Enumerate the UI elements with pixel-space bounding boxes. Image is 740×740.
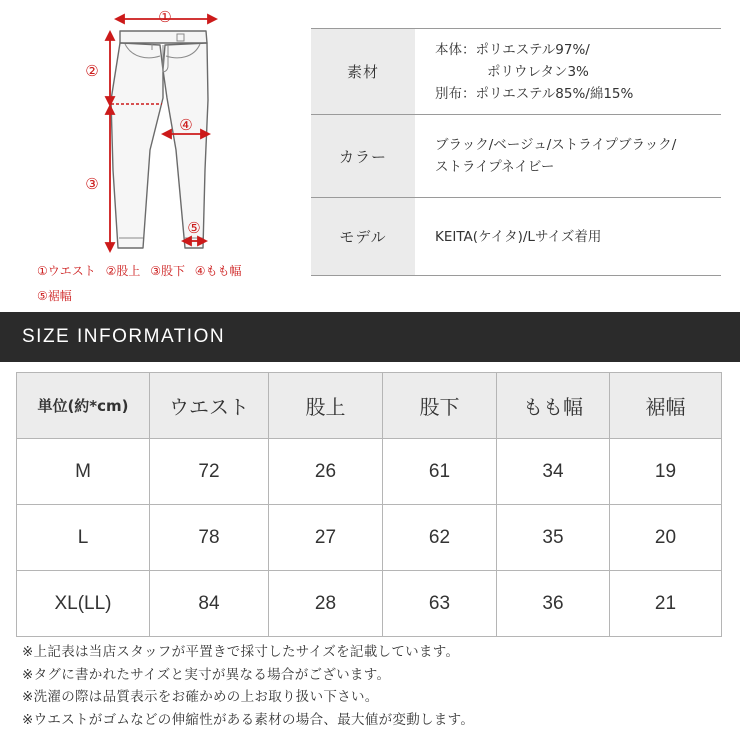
cell-hem: 21 [610,571,722,637]
info-row-material [311,29,721,115]
diagram-legend-row-1 [37,262,248,279]
marker-1: ① [158,8,172,26]
cell-rise: 26 [269,439,383,505]
material-line-3: 別布：ポリエステル85%/綿15% [435,85,634,102]
size-label: M [17,439,150,505]
info-row-color [311,115,721,198]
info-label-model: モデル [311,198,415,275]
size-table [16,372,722,637]
marker-3: ③ [85,175,99,193]
note-line: ※タグに書かれたサイズと実寸が異なる場合がございます。 [22,666,391,683]
size-label: L [17,505,150,571]
cell-rise: 28 [269,571,383,637]
cell-rise: 27 [269,505,383,571]
cell-hem: 19 [610,439,722,505]
size-label: XL(LL) [17,571,150,637]
cell-thigh: 36 [497,571,610,637]
size-notes [22,641,474,731]
info-value-model [415,198,721,275]
material-line-2: ポリウレタン3% [487,63,589,80]
size-information-banner: SIZE INFORMATION [0,312,740,362]
header-inseam: 股下 [383,373,497,439]
table-row [17,439,722,505]
marker-2: ② [85,62,99,80]
header-thigh: もも幅 [497,373,610,439]
legend-thigh: ④もも幅 [194,264,242,278]
cell-inseam: 63 [383,571,497,637]
cell-thigh: 34 [497,439,610,505]
cell-inseam: 61 [383,439,497,505]
pants-measurement-diagram [0,0,300,310]
cell-hem: 20 [610,505,722,571]
table-row [17,571,722,637]
marker-5: ⑤ [187,219,201,237]
header-hem: 裾幅 [610,373,722,439]
marker-4: ④ [179,116,193,134]
info-row-model [311,198,721,276]
model-line-1: KEITA(ケイタ)/Lサイズ着用 [435,228,602,245]
legend-waist: ①ウエスト [37,264,96,278]
header-waist: ウエスト [150,373,269,439]
diagram-legend-row-2 [37,287,78,304]
note-line: ※洗濯の際は品質表示をお確かめの上お取り扱い下さい。 [22,689,379,705]
material-line-1: 本体：ポリエステル97%/ [435,41,590,58]
info-label-color: カラー [311,115,415,197]
size-table-header-row [17,373,722,439]
info-label-material: 素材 [311,29,415,114]
legend-inseam: ③股下 [150,264,185,278]
header-rise: 股上 [269,373,383,439]
header-unit: 単位(約*cm) [17,373,150,439]
note-line: ※上記表は当店スタッフが平置きで採寸したサイズを記載しています。 [22,644,460,660]
color-line-1: ブラック/ベージュ/ストライプブラック/ [435,137,677,153]
product-info-table [311,28,721,276]
cell-waist: 78 [150,505,269,571]
legend-hem: ⑤裾幅 [37,289,72,303]
color-line-2: ストライプネイビー [435,159,555,175]
cell-inseam: 62 [383,505,497,571]
cell-thigh: 35 [497,505,610,571]
note-line: ※ウエストがゴムなどの伸縮性がある素材の場合、最大値が変動します。 [22,711,475,728]
cell-waist: 84 [150,571,269,637]
cell-waist: 72 [150,439,269,505]
table-row [17,505,722,571]
legend-rise: ②股上 [105,264,141,278]
info-value-color [415,115,721,197]
info-value-material [415,29,721,114]
